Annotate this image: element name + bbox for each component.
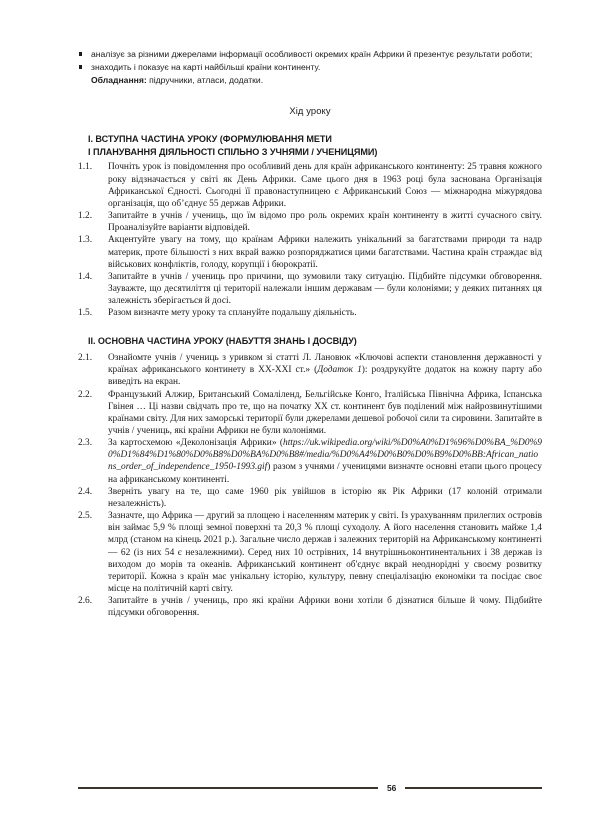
numbered-item: [78, 352, 542, 388]
item-text-part-a: Ознайомте учнів / учениць з уривком зі статті Л. Лановюк «Ключові аспекти становлення державності у країнах африканського континету в XX-XXI ст.» (: [108, 353, 542, 376]
item-number: 1.4.: [78, 271, 93, 282]
running-head: Хід уроку: [289, 105, 331, 117]
item-number: 2.2.: [78, 389, 93, 400]
list-item: [78, 48, 542, 60]
numbered-item: [78, 210, 542, 234]
item-text-part-b: ) разом з учнями / ученицями визначте основні етапи цього процесу на африканському континенті.: [108, 462, 542, 485]
item-number: 2.4.: [78, 486, 93, 497]
item-number: 1.3.: [78, 235, 93, 246]
item-text: Акцентуйте увагу на тому, що країнам Африки належить унікальний за багатствами природи та надр материк, проте більшості з них вкрай важко розпоряджатися цими багатствами. Частина країн страждає від військових конфліктів, голоду, корупції і бюрократії.: [108, 235, 542, 270]
item-text-part-b: ): роздрукуйте додаток на кожну парту або виведіть на екран.: [108, 365, 542, 388]
numbered-item: [78, 510, 542, 595]
wikipedia-url[interactable]: https://uk.wikipedia.org/wiki/%D0%A0%D1%96%D0%BA_%D0%90%D1%84%D1%80%D0%B8%D0%BA%D0%B8#/media/%D0%A4%D0%B0%D0%B9%D0%BB:African_nations_order_of_independence_1950-1993.gif: [108, 438, 542, 473]
item-text: Французький Алжир, Британський Сомаліленд, Бельгійське Конго, Італійська Північна Африка, Іспанська Гвінея … Ці назви свідчать про те, що на початку XX ст. континент був поділений між найрозвинутішими країнами світу. Для них заморські території були джерелами дешевої робочої сили та сировини. Запитайте в учнів / учениць, які країни Африки не були колоніями.: [108, 389, 542, 436]
item-text: Зазначте, що Африка — другий за площею і населенням материк у світі. Із урахуванням прилеглих островів він займає 5,9 % площі земної поверхні та 20,3 % площі суходолу. А його населення становить майже 1,4 млрд (станом на кінець 2021 р.). Загальне число держав і залежних територій на Африканському континенті — 62 (із них 54 є незалежними). Серед них 10 острівних, 14 внутрішньоконтинентальних і 38 держав із виходом до морів та океанів. Африканський континент об'єднує вкрай неоднорідні у своєму розвитку території. Кожна з країн має унікальну історію, культуру, певну спеціалізацію економіки та посідає своє місце на політичній карті світу.: [108, 511, 542, 594]
list-item: [78, 61, 542, 73]
item-number: 1.2.: [78, 211, 93, 222]
numbered-item: [78, 307, 542, 319]
item-number: 2.1.: [78, 353, 93, 364]
footer-rule-left: [78, 787, 378, 789]
section-1-items: [78, 161, 542, 319]
competency-bullet-list: [78, 48, 542, 73]
section-heading-1-line2: І ПЛАНУВАННЯ ДІЯЛЬНОСТІ СПІЛЬНО З УЧНЯМИ / УЧЕНИЦЯМИ): [88, 146, 378, 157]
item-text: Запитайте в учнів / учениць про причини, що зумовили таку ситуацію. Підбийте підсумки обговорення. Зауважте, що десятиліття ці території належали іншим державам — були колоніями; у деяких питаннях ця залежність зберігається й досі.: [108, 271, 542, 307]
item-number: 2.3.: [78, 438, 93, 449]
footer-rule-right: [405, 787, 542, 789]
section-heading-1-line1: I. ВСТУПНА ЧАСТИНА УРОКУ (ФОРМУЛЮВАННЯ МЕТИ: [88, 134, 332, 145]
page-number: 56: [387, 783, 397, 793]
item-text-part-a: За картосхемою «Деколонізація Африки» (: [108, 438, 284, 449]
item-text: [108, 437, 542, 486]
square-bullet-icon: [79, 52, 82, 55]
equipment-text: підручники, атласи, додатки.: [146, 74, 264, 85]
item-text: Запитайте в учнів / учениць, про які країни Африки вони хотіли б дізнатися більше й чому. Підбийте підсумки обговорення.: [108, 596, 542, 619]
item-text: Почніть урок із повідомлення про особливий день для країн африканського континенту: 25 травня кожного року відзначається у світі як День Африки. Саме цього дня в 1963 році була заснована Організація Африканської Єдності. Сьогодні її правонаступницею є Африканський Союз — міжнародна міжурядова організація, що об’єднує 55 держав Африки.: [108, 162, 542, 209]
bullet-text: знаходить і показує на карті найбільші країни континенту.: [91, 61, 321, 72]
numbered-item: [78, 595, 542, 619]
item-number: 1.5.: [78, 308, 93, 319]
section-heading-2-line1: II. ОСНОВНА ЧАСТИНА УРОКУ (НАБУТТЯ ЗНАНЬ І ДОСВІДУ): [88, 336, 357, 347]
numbered-item: [78, 234, 542, 270]
square-bullet-icon: [79, 65, 82, 68]
section-heading-2: [88, 335, 542, 348]
bullet-text: аналізує за різними джерелами інформації особливості окремих країн Африки й презентує результати роботи;: [91, 49, 533, 59]
item-number: 1.1.: [78, 162, 93, 173]
section-2-items: [78, 352, 542, 619]
page-footer: [78, 783, 542, 793]
equipment-label: Обладнання:: [91, 74, 147, 85]
equipment-line: [91, 74, 542, 86]
item-number: 2.5.: [78, 511, 93, 522]
numbered-item: [78, 389, 542, 438]
appendix-reference: Додаток 1: [317, 365, 362, 376]
item-text: Запитайте в учнів / учениць, що їм відомо про роль окремих країн континенту в житті сучасного світу. Проаналізуйте варіанти відповідей.: [108, 211, 542, 234]
item-text: Разом визначте мету уроку та сплануйте подальшу діяльність.: [108, 308, 357, 319]
item-text: Зверніть увагу на те, що саме 1960 рік увійшов в історію як Рік Африки (17 колоній отримали незалежність).: [108, 486, 542, 509]
numbered-item: [78, 161, 542, 210]
item-text: [108, 352, 542, 388]
numbered-item: [78, 437, 542, 486]
numbered-item: [78, 271, 542, 307]
item-number: 2.6.: [78, 596, 93, 607]
numbered-item: [78, 486, 542, 510]
section-heading-1: [88, 133, 542, 158]
